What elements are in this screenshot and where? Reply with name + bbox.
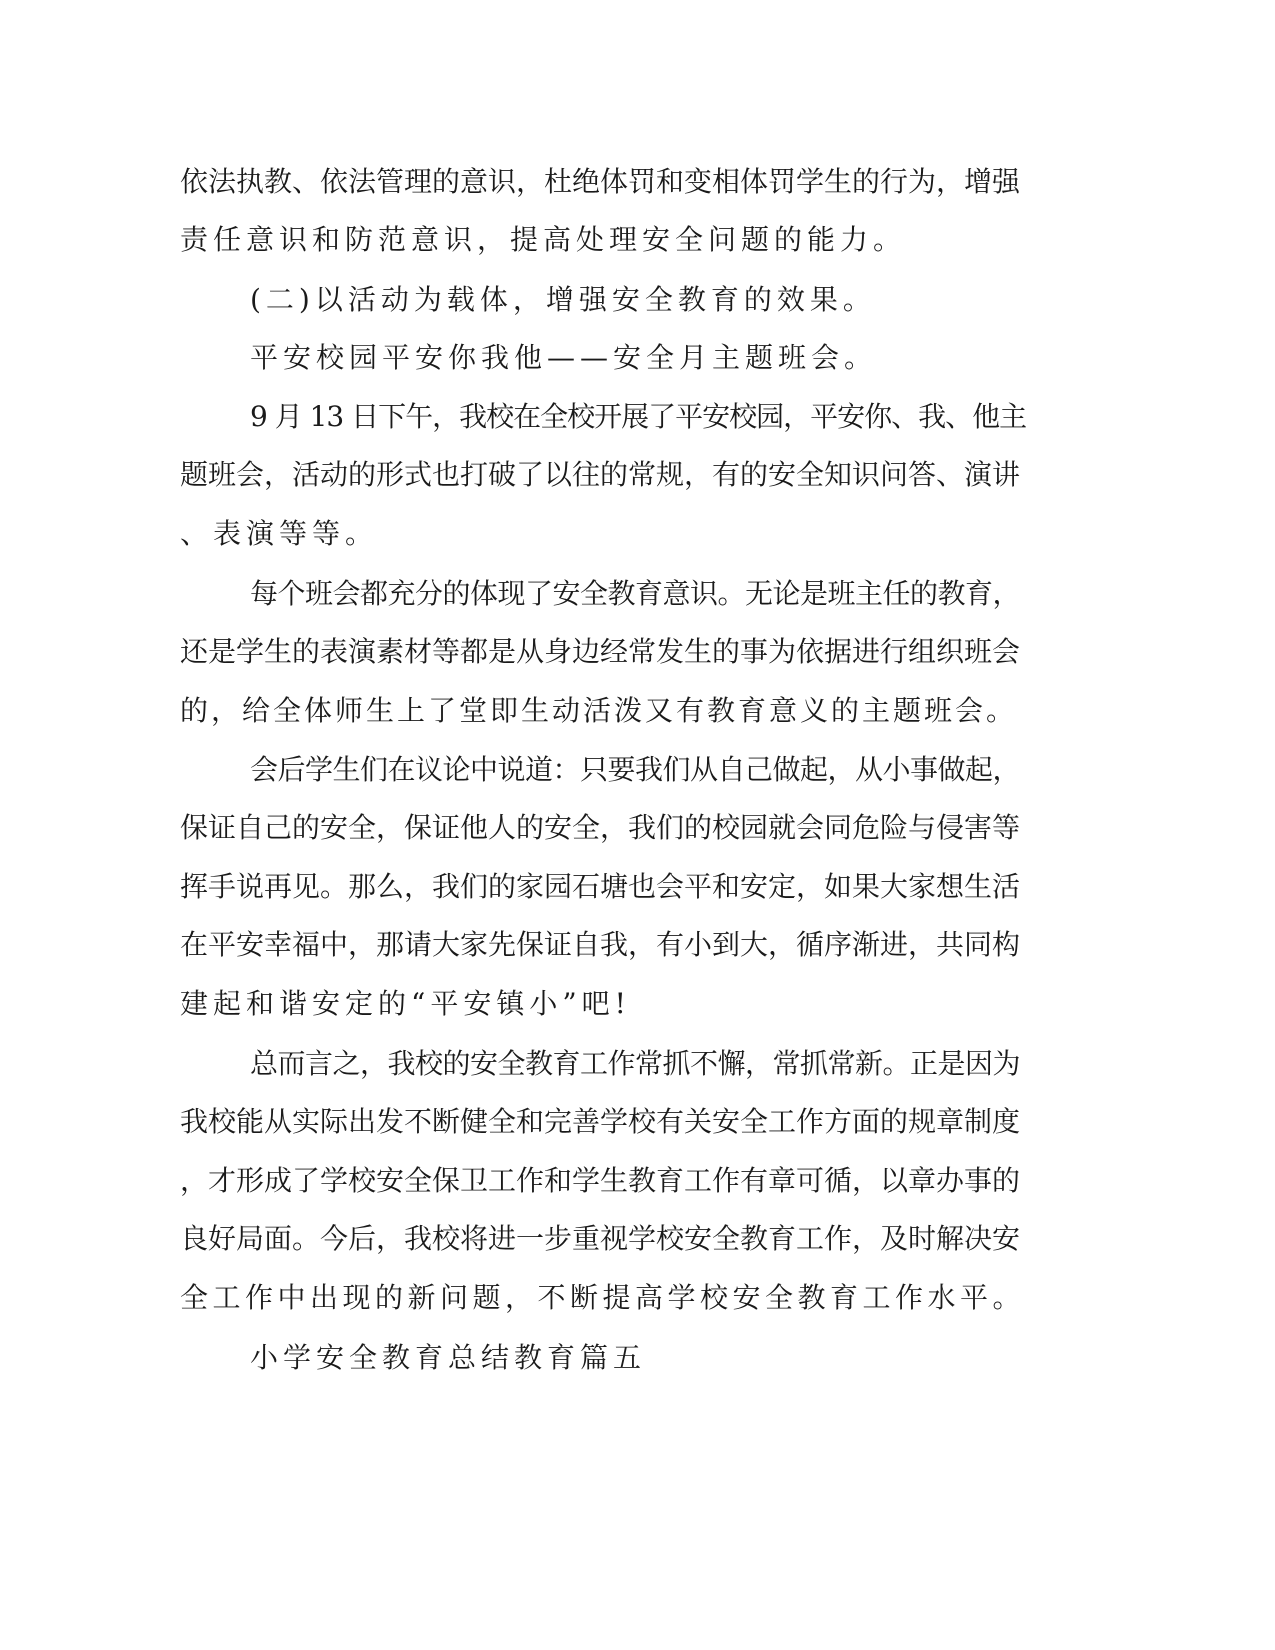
text-line: 建起和谐安定的“平安镇小”吧! xyxy=(180,987,631,1020)
text-line: 依法执教、依法管理的意识，杜绝体罚和变相体罚学生的行为，增强 xyxy=(180,165,1021,198)
text-line: 还是学生的表演素材等都是从身边经常发生的事为依据进行组织班会 xyxy=(180,635,1021,668)
text-line: 9 月 13 日下午，我校在全校开展了平安校园，平安你、我、他主 xyxy=(250,400,1027,433)
text-line: 、表演等等。 xyxy=(180,517,379,550)
text-line: 保证自己的安全，保证他人的安全，我们的校园就会同危险与侵害等 xyxy=(180,811,1021,844)
section-heading: 小学安全教育总结教育篇五 xyxy=(250,1341,647,1374)
text-line: 挥手说再见。那么，我们的家园石塘也会平和安定，如果大家想生活 xyxy=(180,870,1021,903)
text-line: 每个班会都充分的体现了安全教育意识。无论是班主任的教育， xyxy=(250,577,1021,610)
text-line: 全工作中出现的新问题，不断提高学校安全教育工作水平。 xyxy=(180,1281,1026,1314)
text-line: 题班会，活动的形式也打破了以往的常规，有的安全知识问答、演讲 xyxy=(180,458,1021,491)
text-line: 良好局面。今后，我校将进一步重视学校安全教育工作，及时解决安 xyxy=(180,1222,1021,1255)
text-line: 的，给全体师生上了堂即生动活泼又有教育意义的主题班会。 xyxy=(180,694,1018,727)
text-line: 我校能从实际出发不断健全和完善学校有关安全工作方面的规章制度 xyxy=(180,1105,1021,1138)
text-line: 责任意识和防范意识，提高处理安全问题的能力。 xyxy=(180,223,907,256)
text-line: (二)以活动为载体，增强安全教育的效果。 xyxy=(250,283,876,316)
text-line: 平安校园平安你我他——安全月主题班会。 xyxy=(250,341,878,374)
text-line: ，才形成了学校安全保卫工作和学生教育工作有章可循，以章办事的 xyxy=(180,1164,1021,1197)
text-line: 在平安幸福中，那请大家先保证自我，有小到大，循序渐进，共同构 xyxy=(180,928,1021,961)
text-line: 会后学生们在议论中说道：只要我们从自己做起，从小事做起， xyxy=(250,753,1021,786)
text-line: 总而言之，我校的安全教育工作常抓不懈，常抓常新。正是因为 xyxy=(250,1047,1021,1080)
